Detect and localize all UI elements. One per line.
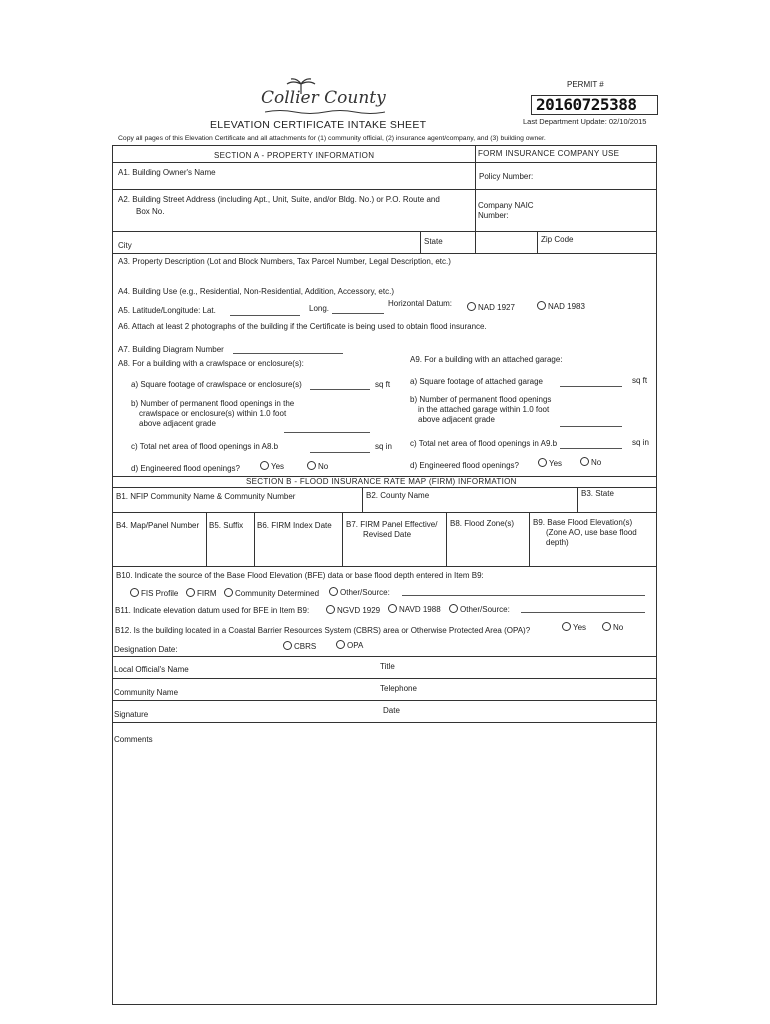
frame-right [656,145,657,1005]
last-update: Last Department Update: 02/10/2015 [523,117,647,126]
rule-b1 [112,512,657,513]
a9d-label: d) Engineered flood openings? [410,461,519,470]
b12-cbrs-label: B12. Is the building located in a Coastal Barrier Resources System (CBRS) area or Otherwise Protected Area (OPA)? [115,626,531,635]
a8b-label: b) Number of permanent flood openings in the [131,399,295,408]
b1-community-label: B1. NFIP Community Name & Community Number [116,492,296,501]
rule-community [112,700,657,701]
b7-effective-label: B7. FIRM Panel Effective/ [346,520,438,529]
state-divider [420,231,421,253]
b10-other-line [402,595,645,596]
a8c-line [310,452,370,453]
naic-number-label: Number: [478,211,509,220]
designation-date-label: Designation Date: [114,645,178,654]
opa-label: OPA [347,641,364,650]
ngvd-label: NGVD 1929 [337,606,381,615]
firm-radio[interactable] [186,588,217,598]
local-official-label: Local Official's Name [114,665,189,674]
rule-top [112,145,657,146]
a9d-yes-label: Yes [549,459,563,468]
permit-label: PERMIT # [567,80,604,89]
rule-a2 [112,231,657,232]
navd-label: NAVD 1988 [399,605,441,614]
nad1927-radio[interactable] [467,302,515,312]
long-label: Long. [309,304,330,313]
insurance-use-title: FORM INSURANCE COMPANY USE [478,149,620,158]
b10-other-label: Other/Source: [340,588,390,597]
cbrs-radio[interactable] [283,641,316,651]
comments-label: Comments [114,735,153,744]
b2-county-label: B2. County Name [366,491,430,500]
b12-no-label: No [613,623,624,632]
nad1983-label: NAD 1983 [548,302,585,311]
section-b-title: SECTION B - FLOOD INSURANCE RATE MAP (FIRM) INFORMATION [246,477,517,486]
b8-divider [446,512,447,566]
a9c-line [560,448,622,449]
long-line [332,313,384,314]
a8d-no-label: No [318,462,329,471]
a9d-yes-radio[interactable] [538,458,562,468]
b6-divider [254,512,255,566]
b7-revised-label: Revised Date [363,530,412,539]
rule-official [112,678,657,679]
b7-divider [342,512,343,566]
company-naic-label: Company NAIC [478,201,534,210]
policy-number-label: Policy Number: [479,172,534,181]
a8c-label: c) Total net area of flood openings in A8.b [131,442,279,451]
signature-label: Signature [114,710,149,719]
b5-suffix-label: B5. Suffix [209,521,244,530]
a8-crawlspace-label: A8. For a building with a crawlspace or enclosure(s): [118,359,304,368]
a8a-unit: sq ft [375,380,391,389]
ngvd-radio[interactable] [326,605,380,615]
a8b-line [284,432,370,433]
city-label: City [118,241,132,250]
b8-zone-label: B8. Flood Zone(s) [450,519,515,528]
zip-label: Zip Code [541,235,574,244]
b12-no-radio[interactable] [602,622,623,632]
a8b-label-3: above adjacent grade [139,419,216,428]
a3-description-label: A3. Property Description (Lot and Block Numbers, Tax Parcel Number, Legal Description, etc.) [118,257,451,266]
b9-bfe-label: B9. Base Flood Elevation(s) [533,518,633,527]
rule-a-header [112,162,657,163]
a9b-line [560,426,622,427]
a8d-yes-radio[interactable] [260,461,284,471]
a9b-label-2: in the attached garage within 1.0 foot [418,405,550,414]
b9-bfe-label-3: depth) [546,538,569,547]
section-a-title: SECTION A - PROPERTY INFORMATION [214,151,375,160]
b9-divider [529,512,530,566]
b4-panel-label: B4. Map/Panel Number [116,521,200,530]
horizontal-datum-label: Horizontal Datum: [388,299,453,308]
b3-divider [577,487,578,512]
logo-wave-icon [265,109,385,115]
a9c-unit: sq in [632,438,649,447]
a9a-line [560,386,622,387]
b11-datum-label: B11. Indicate elevation datum used for BFE in Item B9: [115,606,310,615]
b11-other-label: Other/Source: [460,605,510,614]
diagram-line [233,353,343,354]
a1-owner-label: A1. Building Owner's Name [118,168,216,177]
b11-other-line [521,612,645,613]
a8d-no-radio[interactable] [307,461,328,471]
b9-bfe-label-2: (Zone AO, use base flood [546,528,637,537]
a9d-no-label: No [591,458,602,467]
firm-label: FIRM [197,589,217,598]
community-determined-label: Community Determined [235,589,320,598]
b12-yes-label: Yes [573,623,587,632]
telephone-label: Telephone [380,684,417,693]
permit-number: 20160725388 [536,95,637,114]
a2-address-label: A2. Building Street Address (including Apt., Unit, Suite, and/or Bldg. No.) or P.O. Route and [118,195,440,204]
lat-line [230,315,300,316]
community-determined-radio[interactable] [224,588,319,598]
a6-photographs-label: A6. Attach at least 2 photographs of the building if the Certificate is being used to obtain flood insurance. [118,322,487,331]
insurance-column-divider [475,145,476,253]
rule-b4 [112,566,657,567]
a8d-yes-label: Yes [271,462,285,471]
b10-source-label: B10. Indicate the source of the Base Flood Elevation (BFE) data or base flood depth entered in Item B9: [116,571,484,580]
county-logo [255,78,395,114]
form-title: ELEVATION CERTIFICATE INTAKE SHEET [210,119,427,131]
copy-instructions: Copy all pages of this Elevation Certificate and all attachments for (1) community official, (2) insurance agent/company, and (3) building owner. [118,135,546,142]
b6-index-date-label: B6. FIRM Index Date [257,521,332,530]
rule-b-header [112,487,657,488]
permit-number-box [531,95,658,115]
a7-diagram-label: A7. Building Diagram Number [118,345,224,354]
a8d-label: d) Engineered flood openings? [131,464,240,473]
community-name-label: Community Name [114,688,179,697]
rule-a1 [112,189,657,190]
b12-yes-radio[interactable] [562,622,586,632]
nad1983-radio[interactable] [537,301,585,311]
nad1927-label: NAD 1927 [478,303,515,312]
a9c-label: c) Total net area of flood openings in A9.b [410,439,558,448]
a8a-label: a) Square footage of crawlspace or enclosure(s) [131,380,302,389]
frame-bottom [112,1004,657,1005]
b10-other-radio[interactable] [329,587,390,597]
a8b-label-2: crawlspace or enclosure(s) within 1.0 foot [139,409,287,418]
date-label: Date [383,706,400,715]
a9d-no-radio[interactable] [580,457,601,467]
b2-divider [362,487,363,512]
a2-address-label-2: Box No. [136,207,165,216]
a9a-label: a) Square footage of attached garage [410,377,543,386]
a9a-unit: sq ft [632,376,648,385]
cbrs-label: CBRS [294,642,317,651]
rule-city [112,253,657,254]
a8a-line [310,389,370,390]
b5-divider [206,512,207,566]
a9b-label-3: above adjacent grade [418,415,495,424]
fis-profile-label: FIS Profile [141,589,179,598]
a8c-unit: sq in [375,442,392,451]
title-label: Title [380,662,395,671]
a9-garage-label: A9. For a building with an attached garage: [410,355,563,364]
logo-text: Collier County [261,88,386,108]
navd-radio[interactable] [388,604,441,614]
rule-b12 [112,656,657,657]
zip-divider [537,231,538,253]
b3-state-label: B3. State [581,489,614,498]
fis-profile-radio[interactable] [130,588,178,598]
a5-lat-label: A5. Latitude/Longitude: Lat. [118,306,216,315]
opa-radio[interactable] [336,640,363,650]
state-label: State [424,237,443,246]
frame-left [112,145,113,1005]
b11-other-radio[interactable] [449,604,510,614]
a4-building-use-label: A4. Building Use (e.g., Residential, Non-Residential, Addition, Accessory, etc.) [118,287,394,296]
rule-signature [112,722,657,723]
a9b-label: b) Number of permanent flood openings [410,395,552,404]
